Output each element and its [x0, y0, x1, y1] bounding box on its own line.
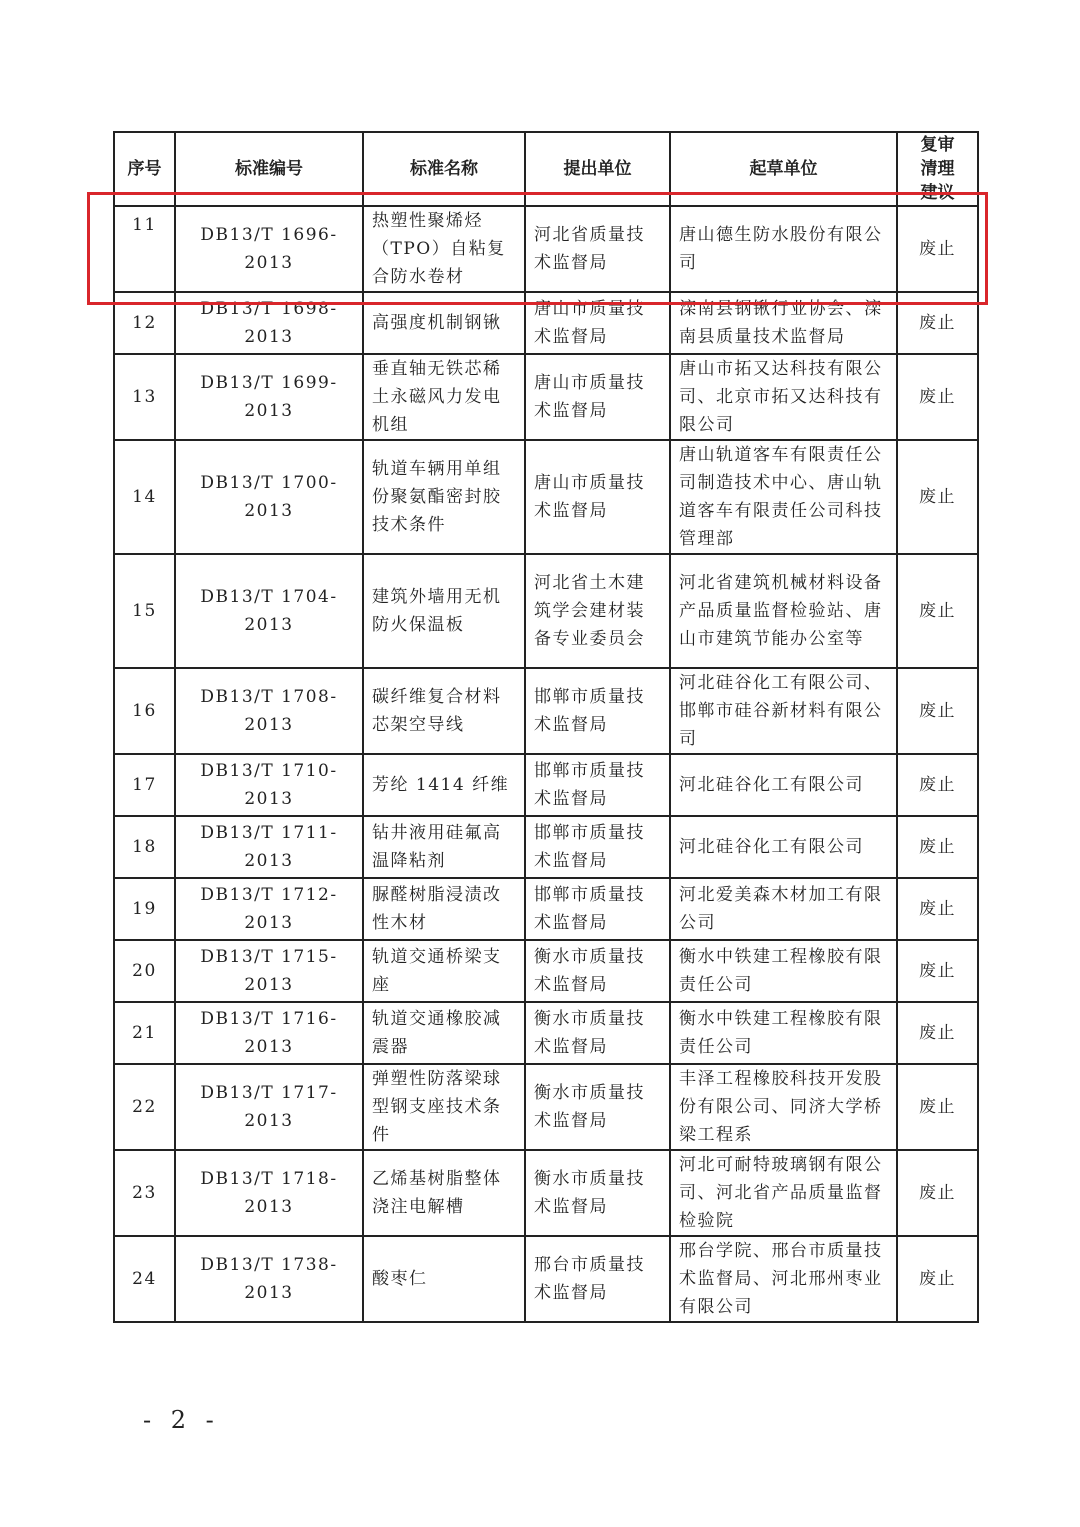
cell-standard-code: DB13/T 1716-2013: [175, 1002, 363, 1064]
cell-serial-no: 16: [114, 668, 175, 754]
cell-proposing-unit: 邯郸市质量技术监督局: [525, 754, 670, 816]
cell-standard-code: DB13/T 1704-2013: [175, 554, 363, 668]
cell-serial-no: 15: [114, 554, 175, 668]
cell-standard-code: DB13/T 1710-2013: [175, 754, 363, 816]
table-header-row: [114, 132, 978, 206]
cell-drafting-unit: 唐山市拓又达科技有限公司、北京市拓又达科技有限公司: [670, 354, 897, 440]
header-proposing-unit: 提出单位: [525, 132, 670, 206]
header-review-suggestion: 复审 清理 建议: [897, 132, 978, 206]
cell-drafting-unit: 邢台学院、邢台市质量技术监督局、河北邢州枣业有限公司: [670, 1236, 897, 1322]
header-serial-no: 序号: [114, 132, 175, 206]
cell-proposing-unit: 唐山市质量技术监督局: [525, 354, 670, 440]
cell-drafting-unit: 唐山轨道客车有限责任公司制造技术中心、唐山轨道客车有限责任公司科技管理部: [670, 440, 897, 554]
table-row: [114, 554, 978, 668]
cell-proposing-unit: 衡水市质量技术监督局: [525, 1064, 670, 1150]
table-row: [114, 816, 978, 878]
table-row: [114, 754, 978, 816]
header-drafting-unit: 起草单位: [670, 132, 897, 206]
table-row: [114, 292, 978, 354]
cell-drafting-unit: 衡水中铁建工程橡胶有限责任公司: [670, 940, 897, 1002]
cell-standard-name: 弹塑性防落梁球型钢支座技术条件: [363, 1064, 525, 1150]
table-row: [114, 354, 978, 440]
cell-standard-name: 乙烯基树脂整体浇注电解槽: [363, 1150, 525, 1236]
cell-review-suggestion: 废止: [897, 816, 978, 878]
cell-serial-no: 21: [114, 1002, 175, 1064]
cell-standard-code: DB13/T 1699-2013: [175, 354, 363, 440]
header-standard-name: 标准名称: [363, 132, 525, 206]
cell-proposing-unit: 邯郸市质量技术监督局: [525, 668, 670, 754]
cell-review-suggestion: 废止: [897, 292, 978, 354]
cell-proposing-unit: 邯郸市质量技术监督局: [525, 878, 670, 940]
cell-proposing-unit: 唐山市质量技术监督局: [525, 292, 670, 354]
cell-serial-no: 18: [114, 816, 175, 878]
cell-drafting-unit: 衡水中铁建工程橡胶有限责任公司: [670, 1002, 897, 1064]
cell-drafting-unit: 河北硅谷化工有限公司、邯郸市硅谷新材料有限公司: [670, 668, 897, 754]
cell-serial-no: 24: [114, 1236, 175, 1322]
cell-standard-name: 高强度机制钢锹: [363, 292, 525, 354]
table-row: [114, 1064, 978, 1150]
cell-serial-no: 12: [114, 292, 175, 354]
table-row: [114, 1002, 978, 1064]
table-row: [114, 440, 978, 554]
table-row: [114, 206, 978, 292]
cell-review-suggestion: 废止: [897, 1150, 978, 1236]
cell-proposing-unit: 衡水市质量技术监督局: [525, 940, 670, 1002]
standards-table: [113, 131, 979, 1323]
cell-serial-no: 23: [114, 1150, 175, 1236]
cell-review-suggestion: 废止: [897, 1064, 978, 1150]
cell-standard-name: 钻井液用硅氟高温降粘剂: [363, 816, 525, 878]
cell-serial-no: 17: [114, 754, 175, 816]
cell-standard-code: DB13/T 1711-2013: [175, 816, 363, 878]
cell-standard-code: DB13/T 1708-2013: [175, 668, 363, 754]
cell-standard-name: 轨道交通桥梁支座: [363, 940, 525, 1002]
cell-review-suggestion: 废止: [897, 940, 978, 1002]
cell-standard-name: 热塑性聚烯烃（TPO）自粘复合防水卷材: [363, 206, 525, 292]
cell-standard-code: DB13/T 1698-2013: [175, 292, 363, 354]
table-row: [114, 668, 978, 754]
cell-proposing-unit: 唐山市质量技术监督局: [525, 440, 670, 554]
cell-standard-code: DB13/T 1718-2013: [175, 1150, 363, 1236]
cell-review-suggestion: 废止: [897, 754, 978, 816]
cell-drafting-unit: 河北可耐特玻璃钢有限公司、河北省产品质量监督检验院: [670, 1150, 897, 1236]
cell-standard-name: 酸枣仁: [363, 1236, 525, 1322]
cell-standard-name: 建筑外墙用无机防火保温板: [363, 554, 525, 668]
cell-standard-name: 芳纶 1414 纤维: [363, 754, 525, 816]
cell-proposing-unit: 邯郸市质量技术监督局: [525, 816, 670, 878]
cell-proposing-unit: 河北省质量技术监督局: [525, 206, 670, 292]
cell-review-suggestion: 废止: [897, 554, 978, 668]
cell-proposing-unit: 衡水市质量技术监督局: [525, 1150, 670, 1236]
cell-standard-name: 轨道交通橡胶减震器: [363, 1002, 525, 1064]
cell-review-suggestion: 废止: [897, 668, 978, 754]
cell-proposing-unit: 河北省土木建筑学会建材装备专业委员会: [525, 554, 670, 668]
table-row: [114, 878, 978, 940]
cell-drafting-unit: 河北省建筑机械材料设备产品质量监督检验站、唐山市建筑节能办公室等: [670, 554, 897, 668]
cell-serial-no: 11: [114, 206, 175, 292]
cell-review-suggestion: 废止: [897, 1002, 978, 1064]
cell-review-suggestion: 废止: [897, 1236, 978, 1322]
cell-standard-code: DB13/T 1717-2013: [175, 1064, 363, 1150]
cell-serial-no: 13: [114, 354, 175, 440]
header-standard-code: 标准编号: [175, 132, 363, 206]
cell-standard-name: 脲醛树脂浸渍改性木材: [363, 878, 525, 940]
cell-proposing-unit: 邢台市质量技术监督局: [525, 1236, 670, 1322]
cell-drafting-unit: 唐山德生防水股份有限公司: [670, 206, 897, 292]
cell-serial-no: 19: [114, 878, 175, 940]
cell-review-suggestion: 废止: [897, 206, 978, 292]
cell-standard-name: 碳纤维复合材料芯架空导线: [363, 668, 525, 754]
cell-proposing-unit: 衡水市质量技术监督局: [525, 1002, 670, 1064]
table-row: [114, 1236, 978, 1322]
cell-standard-code: DB13/T 1700-2013: [175, 440, 363, 554]
cell-serial-no: 20: [114, 940, 175, 1002]
cell-standard-code: DB13/T 1738-2013: [175, 1236, 363, 1322]
cell-drafting-unit: 河北硅谷化工有限公司: [670, 816, 897, 878]
cell-standard-code: DB13/T 1696-2013: [175, 206, 363, 292]
cell-drafting-unit: 滦南县钢锹行业协会、滦南县质量技术监督局: [670, 292, 897, 354]
cell-review-suggestion: 废止: [897, 878, 978, 940]
cell-serial-no: 22: [114, 1064, 175, 1150]
page-number: - 2 -: [143, 1406, 220, 1434]
table-row: [114, 1150, 978, 1236]
cell-standard-code: DB13/T 1712-2013: [175, 878, 363, 940]
cell-review-suggestion: 废止: [897, 440, 978, 554]
cell-drafting-unit: 丰泽工程橡胶科技开发股份有限公司、同济大学桥梁工程系: [670, 1064, 897, 1150]
cell-standard-name: 轨道车辆用单组份聚氨酯密封胶技术条件: [363, 440, 525, 554]
cell-review-suggestion: 废止: [897, 354, 978, 440]
cell-drafting-unit: 河北硅谷化工有限公司: [670, 754, 897, 816]
cell-drafting-unit: 河北爱美森木材加工有限公司: [670, 878, 897, 940]
cell-standard-name: 垂直轴无铁芯稀土永磁风力发电机组: [363, 354, 525, 440]
cell-standard-code: DB13/T 1715-2013: [175, 940, 363, 1002]
table-row: [114, 940, 978, 1002]
cell-serial-no: 14: [114, 440, 175, 554]
